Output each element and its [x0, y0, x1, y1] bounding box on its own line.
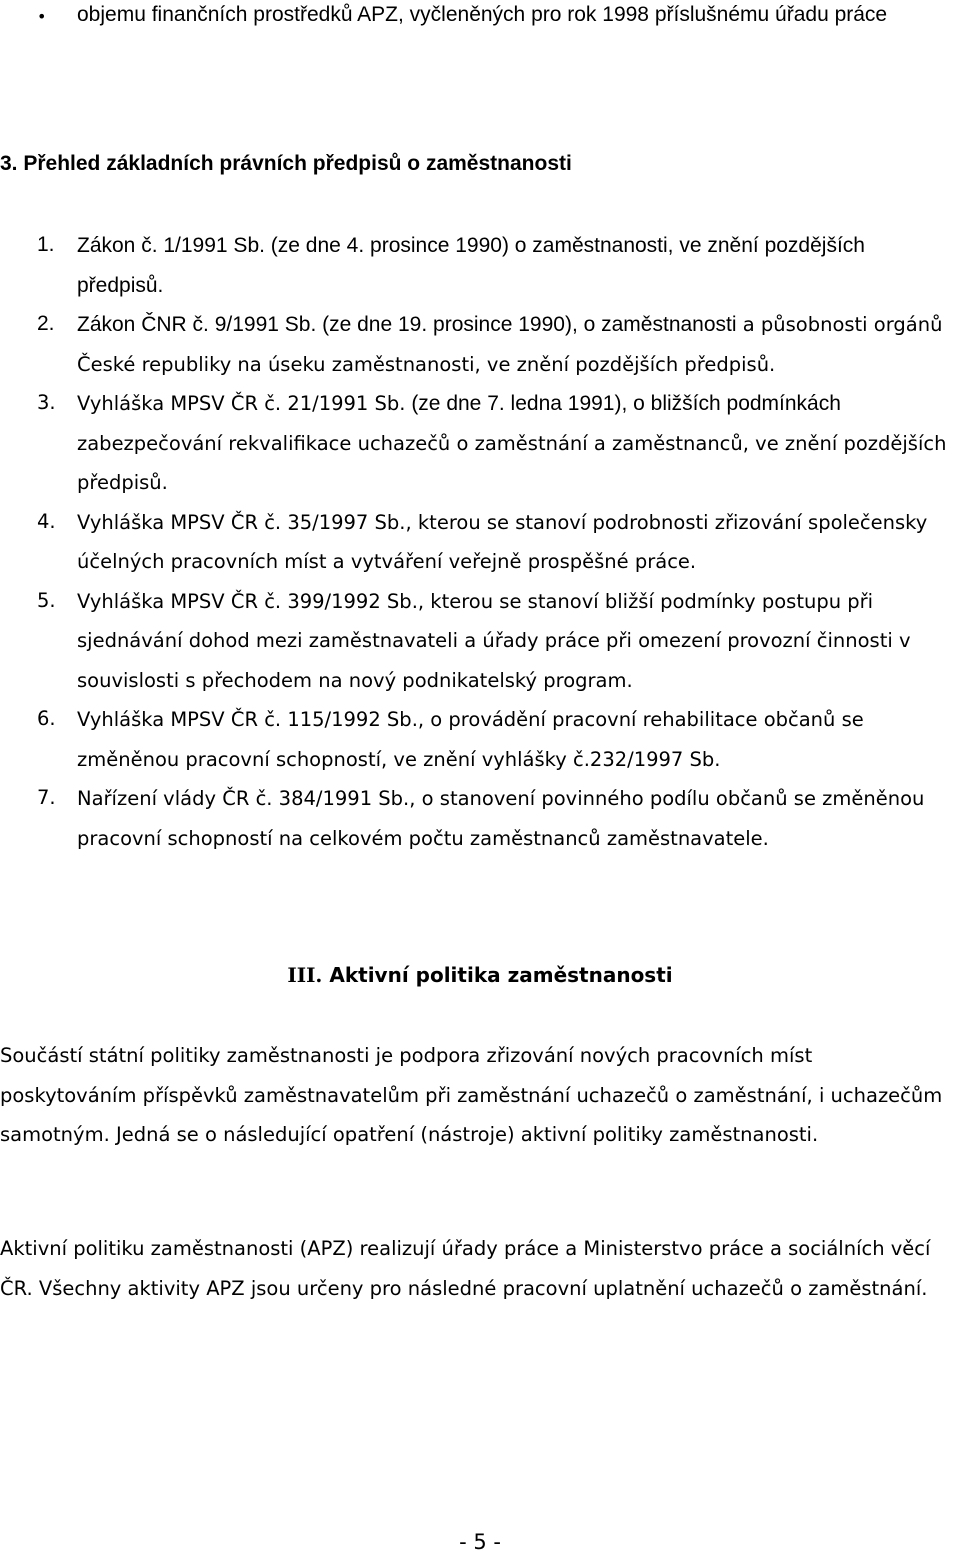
law-number: 1.: [37, 233, 55, 256]
law-text-rest: a působnosti orgánů České republiky na úseku zaměstnanosti, ve znění pozdějších předpisů.: [77, 313, 943, 376]
law-item: [0, 779, 952, 858]
chapter-title: Aktivní politika zaměstnanosti: [322, 963, 673, 987]
law-text-title: Vyhláška MPSV ČR č. 21/1991 Sb.: [77, 392, 406, 415]
law-number: 7.: [37, 786, 56, 809]
law-item: [0, 582, 952, 701]
law-text-rest: , o stanovení povinného podílu občanů se změněnou pracovní schopností na celkovém počtu zaměstnanců zaměstnavatele.: [77, 787, 925, 850]
chapter-heading: [0, 963, 960, 987]
body-paragraph: Součástí státní politiky zaměstnanosti je podpora zřizování nových pracovních míst poskytováním příspěvků zaměstnavatelům při zaměstnání uchazečů o zaměstnání, i uchazečům samotným. Jedná se o následující opatření (nástroje) aktivní politiky zaměstnanosti.: [0, 1044, 943, 1146]
law-number: 3.: [37, 391, 56, 414]
law-text: Zákon č. 1/1991 Sb. (ze dne 4. prosince 1990) o zaměstnanosti, ve znění pozdějších předpisů.: [77, 234, 865, 297]
law-text-title: Nařízení vlády ČR č. 384/1991 Sb.: [77, 787, 410, 810]
page-number: - 5 -: [459, 1530, 501, 1554]
law-text-lead: (ze dne 7. ledna 1991), o bližších podmínkách: [405, 392, 841, 415]
law-item: [0, 503, 952, 582]
bullet-text: objemu finančních prostředků APZ, vyčleněných pro rok 1998 příslušnému úřadu práce: [77, 3, 888, 26]
law-text-rest: , o provádění pracovní rehabilitace občanů se změněnou pracovní schopností, ve znění vyhlášky č.232/1997 Sb.: [77, 708, 864, 771]
law-text-rest: zabezpečování rekvalifikace uchazečů o zaměstnání a zaměstnanců, ve znění pozdějších předpisů.: [77, 431, 947, 494]
law-item: [0, 384, 952, 503]
section-heading: 3. Přehled základních právních předpisů o zaměstnanosti: [0, 152, 572, 175]
law-text-lead: Zákon ČNR č. 9/1991 Sb. (ze dne 19. prosince 1990), o zaměstnanosti: [77, 313, 737, 336]
law-text-title: Vyhláška MPSV ČR č. 399/1992 Sb.: [77, 589, 418, 613]
law-text-title: Vyhláška MPSV ČR č. 35/1997 Sb.: [77, 510, 406, 534]
law-item: [0, 305, 952, 384]
law-number: 4.: [37, 509, 56, 533]
law-number: 5.: [37, 588, 56, 612]
law-number: 2.: [37, 312, 55, 335]
law-text-title: Vyhláška MPSV ČR č. 115/1992 Sb.: [77, 708, 418, 731]
law-item: [0, 700, 952, 779]
law-item: [0, 226, 952, 305]
body-paragraph: Aktivní politiku zaměstnanosti (APZ) realizují úřady práce a Ministerstvo práce a sociálních věcí ČR. Všechny aktivity APZ jsou určeny pro následné pracovní uplatnění uchazečů o zaměstnání.: [0, 1237, 931, 1300]
law-list: [0, 226, 960, 858]
bullet-symbol: •: [37, 7, 47, 26]
law-number: 6.: [37, 707, 56, 730]
law-text-rest: , kterou se stanoví bližší podmínky postupu při sjednávání dohod mezi zaměstnavateli a úřady práce při omezení provozní činnosti v souvislosti s přechodem na nový podnikatelský program.: [77, 589, 911, 692]
law-text-rest: , kterou se stanoví podrobnosti zřizování společensky účelných pracovních míst a vytváření veřejně prospěšné práce.: [77, 510, 928, 573]
chapter-number: III.: [287, 963, 323, 987]
